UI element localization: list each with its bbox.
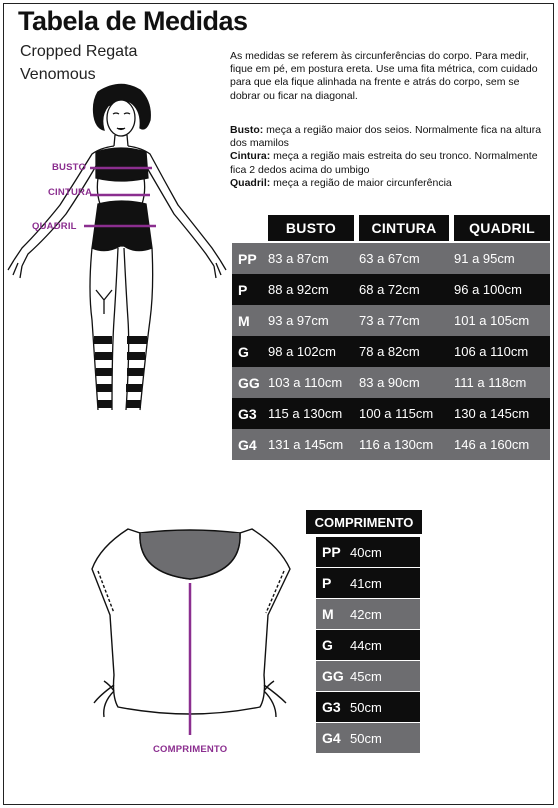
- quadril-value: 130 a 145cm: [454, 406, 530, 421]
- comprimento-label: COMPRIMENTO: [153, 744, 228, 755]
- definition-quadril-term: Quadril:: [230, 176, 271, 189]
- comprimento-value: 50cm: [350, 699, 382, 715]
- quadril-value: 111 a 118cm: [454, 375, 527, 390]
- table-row: [316, 692, 420, 722]
- size-label: G4: [238, 436, 257, 453]
- size-label: G: [238, 343, 249, 360]
- definition-cintura-text: meça a região mais estreita do seu tronco. Normalmente fica 2 dedos acima do umbigo: [230, 150, 538, 176]
- size-label: G4: [322, 730, 341, 746]
- table-row: [232, 367, 550, 398]
- crop-top-illustration: [90, 525, 295, 740]
- quadril-value: 106 a 110cm: [454, 344, 529, 359]
- size-label: PP: [322, 544, 341, 560]
- busto-value: 115 a 130cm: [268, 406, 343, 421]
- quadril-value: 101 a 105cm: [454, 313, 530, 328]
- cintura-value: 73 a 77cm: [359, 313, 420, 328]
- table-row: [316, 568, 420, 598]
- cintura-value: 78 a 82cm: [359, 344, 420, 359]
- size-label: P: [238, 281, 248, 298]
- size-label: G: [322, 637, 333, 653]
- product-name-line1: Cropped Regata: [20, 43, 138, 60]
- table-row: [232, 336, 550, 367]
- definition-quadril-text: meça a região de maior circunferência: [270, 176, 452, 189]
- busto-value: 131 a 145cm: [268, 437, 344, 452]
- table-row: [232, 243, 550, 274]
- table-row: [232, 398, 550, 429]
- comprimento-value: 50cm: [350, 730, 382, 746]
- busto-value: 88 a 92cm: [268, 282, 329, 297]
- table-row: [316, 630, 420, 660]
- comprimento-value: 45cm: [350, 668, 382, 684]
- measurement-definitions: [230, 124, 548, 190]
- body-figure-illustration: [0, 80, 230, 460]
- size-label: P: [322, 575, 332, 591]
- definition-busto: [230, 124, 548, 150]
- product-name-line2: Venomous: [20, 66, 96, 83]
- definition-cintura-term: Cintura:: [230, 150, 271, 163]
- intro-text: [230, 50, 548, 116]
- definition-busto-term: Busto:: [230, 124, 264, 136]
- busto-value: 98 a 102cm: [268, 344, 336, 359]
- size-label: GG: [322, 668, 344, 684]
- page-title: Tabela de Medidas: [18, 6, 248, 36]
- table-row: [316, 599, 420, 629]
- cintura-value: 63 a 67cm: [359, 251, 420, 266]
- quadril-value: 146 a 160cm: [454, 437, 530, 452]
- table-row: [232, 274, 550, 305]
- comprimento-value: 42cm: [350, 606, 382, 622]
- size-label: M: [322, 606, 334, 622]
- cintura-value: 68 a 72cm: [359, 282, 420, 297]
- size-label: GG: [238, 374, 260, 391]
- size-label: PP: [238, 250, 257, 267]
- intro-paragraph: As medidas se referem às circunferências do corpo. Para medir, fique em pé, em postura ereta. Use uma fita métrica, com cuidado para que ela fique alinhada na frente e atrás do corpo, sem se dobrar ou ficar na diagonal.: [230, 50, 538, 102]
- definition-busto-text: meça a região maior dos seios. Normalmente fica na altura dos mamilos: [230, 124, 542, 150]
- busto-value: 103 a 110cm: [268, 375, 343, 390]
- table-row: [316, 661, 420, 691]
- header-cintura: CINTURA: [359, 215, 449, 241]
- size-label: M: [238, 312, 250, 329]
- table-row: [316, 723, 420, 753]
- cintura-value: 100 a 115cm: [359, 406, 434, 421]
- header-comprimento: COMPRIMENTO: [306, 510, 422, 534]
- busto-label: BUSTO: [52, 162, 87, 173]
- quadril-label: QUADRIL: [32, 221, 77, 232]
- comprimento-value: 44cm: [350, 637, 382, 653]
- table-row: [316, 537, 420, 567]
- comprimento-value: 41cm: [350, 575, 382, 591]
- header-busto: BUSTO: [268, 215, 354, 241]
- comprimento-value: 40cm: [350, 544, 382, 560]
- quadril-value: 91 a 95cm: [454, 251, 515, 266]
- busto-value: 83 a 87cm: [268, 251, 329, 266]
- table-row: [232, 429, 550, 460]
- size-label: G3: [322, 699, 341, 715]
- header-quadril: QUADRIL: [454, 215, 550, 241]
- quadril-value: 96 a 100cm: [454, 282, 522, 297]
- cintura-label: CINTURA: [48, 187, 93, 198]
- table-row: [232, 305, 550, 336]
- cintura-value: 83 a 90cm: [359, 375, 420, 390]
- cintura-value: 116 a 130cm: [359, 437, 434, 452]
- size-label: G3: [238, 405, 257, 422]
- definition-cintura: [230, 150, 548, 176]
- busto-value: 93 a 97cm: [268, 313, 329, 328]
- definition-quadril: [230, 177, 548, 190]
